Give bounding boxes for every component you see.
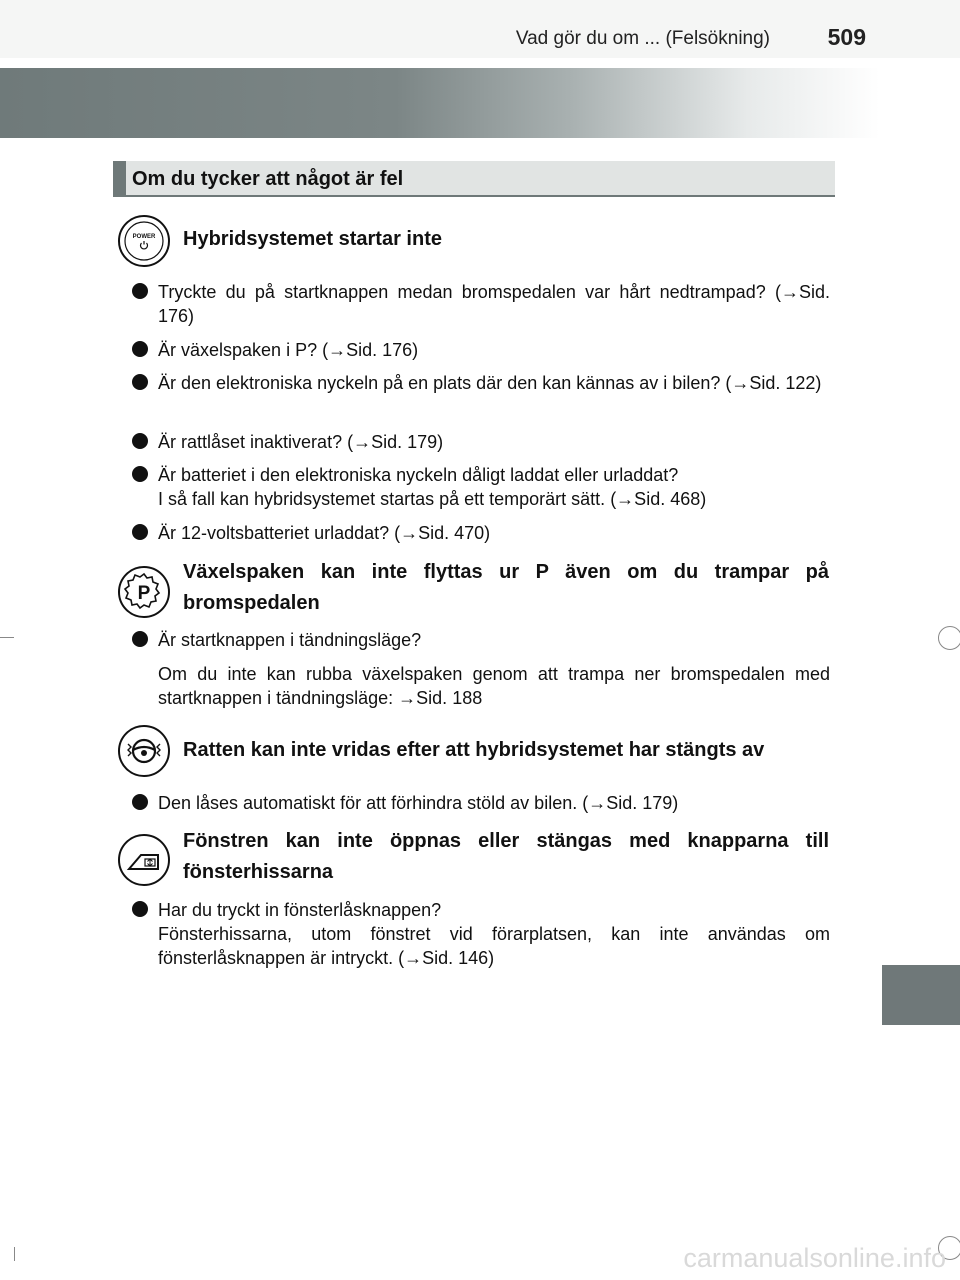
topic-title: Växelspaken kan inte flyttas ur P även om du trampar på bromspedalen	[183, 561, 829, 614]
bullet-icon	[132, 524, 148, 540]
watermark: carmanualsonline.info	[683, 1243, 946, 1273]
bullet-subtext: Fönsterhissarna, utom fönstret vid förarplatsen, kan inte användas om fönsterlåsknappen är intryckt. (→Sid. 146)	[158, 924, 830, 968]
topic-title: Fönstren kan inte öppnas eller stängas med knapparna till fönsterhissarna	[183, 830, 829, 883]
list-item	[132, 628, 830, 710]
shift-lock-gear-icon	[118, 566, 170, 618]
power-label: POWER	[132, 234, 156, 240]
crop-mark	[0, 637, 14, 638]
list-item	[132, 371, 830, 395]
list-item	[132, 280, 830, 328]
list-item	[132, 430, 830, 454]
registration-mark	[938, 626, 960, 650]
steering-lock-icon	[118, 725, 170, 777]
list-item	[132, 791, 830, 815]
bullet-text: Är batteriet i den elektroniska nyckeln dåligt laddat eller urladdat?	[158, 465, 679, 485]
bullet-subtext: I så fall kan hybridsystemet startas på ett temporärt sätt. (→Sid. 468)	[158, 489, 707, 509]
bullet-text: Är den elektroniska nyckeln på en plats där den kan kännas av i bilen? (→Sid. 122)	[158, 373, 822, 393]
running-head: Vad gör du om ... (Felsökning)	[515, 28, 770, 49]
topic-title: Ratten kan inte vridas efter att hybridsystemet har stängts av	[183, 739, 765, 761]
chapter-side-tab	[882, 965, 960, 1025]
section-title: Om du tycker att något är fel	[132, 168, 404, 190]
list-item	[132, 898, 830, 970]
bullet-text: Tryckte du på startknappen medan bromspedalen var hårt nedtrampad? (→Sid. 176)	[158, 282, 830, 326]
bullet-text: Är rattlåset inaktiverat? (→Sid. 179)	[158, 432, 444, 452]
bullet-icon	[132, 374, 148, 390]
bullet-icon	[132, 341, 148, 357]
section-header	[113, 161, 835, 197]
bullet-icon	[132, 283, 148, 299]
page-number: 509	[827, 24, 866, 50]
bullet-text: Är startknappen i tändningsläge?	[158, 630, 422, 650]
power-button-icon	[118, 215, 170, 267]
bullet-text: Är 12-voltsbatteriet urladdat? (→Sid. 470)	[158, 523, 491, 543]
bullet-icon	[132, 901, 148, 917]
crop-mark	[14, 1247, 15, 1261]
chapter-banner	[0, 68, 880, 138]
list-item	[132, 521, 830, 545]
list-item	[132, 463, 830, 511]
bullet-icon	[132, 433, 148, 449]
bullet-icon	[132, 794, 148, 810]
bullet-subtext: Om du inte kan rubba växelspaken genom att trampa ner bromspedalen med startknappen i tändningsläge: →Sid. 188	[158, 664, 830, 708]
bullet-icon	[132, 466, 148, 482]
bullet-text: Den låses automatiskt för att förhindra stöld av bilen. (→Sid. 179)	[158, 793, 679, 813]
bullet-icon	[132, 631, 148, 647]
gear-letter: P	[137, 583, 151, 604]
bullet-text: Är växelspaken i P? (→Sid. 176)	[158, 340, 419, 360]
list-item	[132, 338, 830, 362]
topic-title: Hybridsystemet startar inte	[183, 228, 442, 250]
window-lock-icon	[118, 834, 170, 886]
bullet-text: Har du tryckt in fönsterlåsknappen?	[158, 900, 442, 920]
page-top-strip	[0, 0, 960, 58]
